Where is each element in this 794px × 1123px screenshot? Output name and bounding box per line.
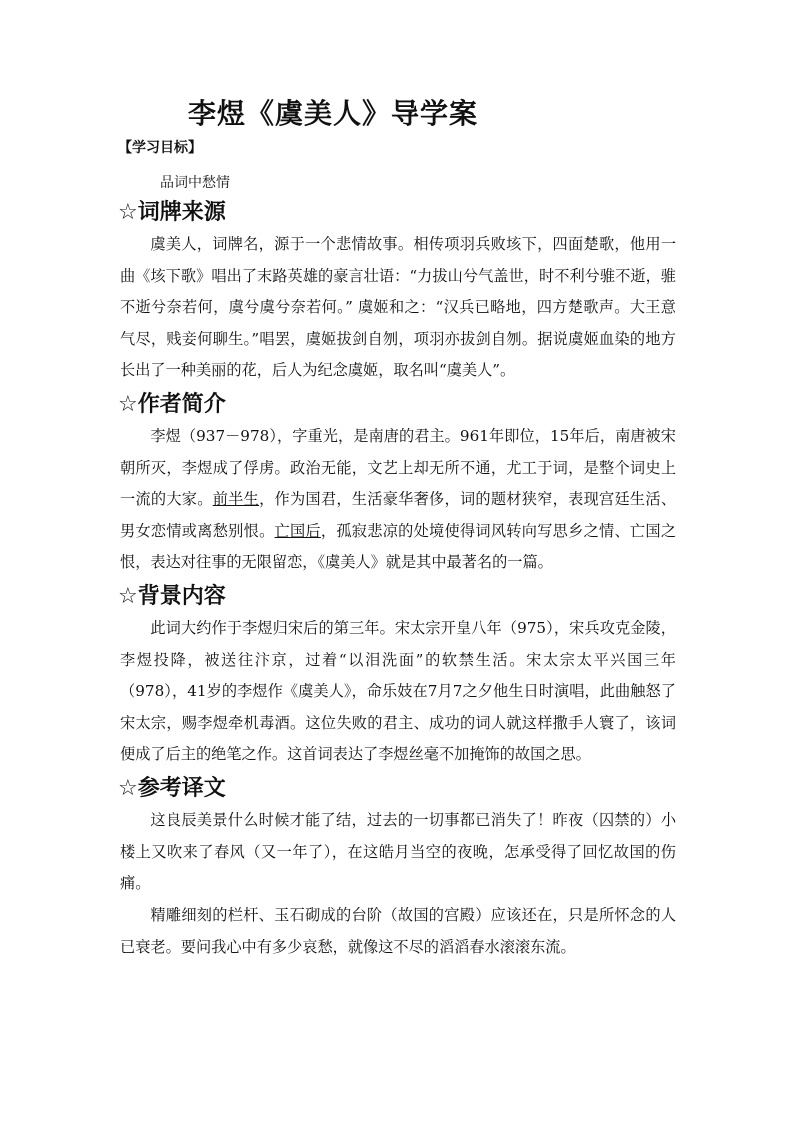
author-underline-early-life: 前半生 bbox=[212, 490, 260, 509]
objectives-label: 【学习目标】 bbox=[118, 140, 202, 156]
author-text-a: 李煜（937－978），字重光，是南唐的君主。961年即位，15年后，南唐被宋朝所灭，李煜成了俘虏。政治无能，文艺上却无所不通，尤工于词，是整个词史上一流的大家。 bbox=[120, 427, 676, 509]
section-heading-translation: ☆参考译文 bbox=[118, 776, 226, 801]
section-heading-author: ☆作者简介 bbox=[118, 392, 226, 417]
paragraph-translation-1: 这良辰美景什么时候才能了结，过去的一切事都已消失了！昨夜（囚禁的）小楼上又吹来了春风（又一年了），在这皓月当空的夜晚，怎承受得了回忆故国的伤痛。 bbox=[120, 811, 676, 893]
author-underline-after-fall: 亡国后 bbox=[274, 521, 321, 540]
section-heading-background: ☆背景内容 bbox=[118, 584, 226, 609]
author-text-c: ，孤寂悲凉的处境使得词风转向写思乡之情、亡国之恨，表达对往事的无限留恋，《虞美人》就是其中最著名的一篇。 bbox=[120, 521, 677, 572]
paragraph-translation-2: 精雕细刻的栏杆、玉石砌成的台阶（故国的宫殿）应该还在，只是所怀念的人已衰老。要问我心中有多少哀愁，就像这不尽的滔滔春水滚滚东流。 bbox=[120, 906, 676, 956]
paragraph-cipai: 虞美人，词牌名，源于一个悲情故事。相传项羽兵败垓下，四面楚歌，他用一曲《垓下歌》唱出了末路英雄的豪言壮语：“力拔山兮气盖世，时不利兮骓不逝，骓不逝兮奈若何，虞兮虞兮奈若何。” 虞姬和之：“汉兵已略地，四方楚歌声。大王意气尽，贱妾何聊生。”唱罢，虞姬拔剑自刎，项羽亦拔剑自刎。据说虞姬血染的地方长出了一种美丽的花，后人为纪念虞姬，取名叫“虞美人”。 bbox=[120, 235, 676, 380]
page-title: 李煜《虞美人》导学案 bbox=[188, 97, 479, 130]
paragraph-author bbox=[120, 421, 676, 579]
author-text-b: ，作为国君，生活豪华奢侈，词的题材狭窄，表现宫廷生活、男女恋情或离愁别恨。 bbox=[120, 490, 677, 540]
objective-text: 品词中愁情 bbox=[160, 175, 230, 191]
section-heading-cipai: ☆词牌来源 bbox=[118, 200, 226, 225]
paragraph-background: 此词大约作于李煜归宋后的第三年。宋太宗开皇八年（975），宋兵攻克金陵，李煜投降，被送往汴京，过着“以泪洗面”的软禁生活。宋太宗太平兴国三年（978），41岁的李煜作《虞美人》，命乐妓在7月7之夕他生日时演唱，此曲触怒了宋太宗，赐李煜牵机毒酒。这位失败的君主、成功的词人就这样撒手人寰了，该词便成了后主的绝笔之作。这首词表达了李煜丝毫不加掩饰的故国之思。 bbox=[120, 619, 676, 764]
